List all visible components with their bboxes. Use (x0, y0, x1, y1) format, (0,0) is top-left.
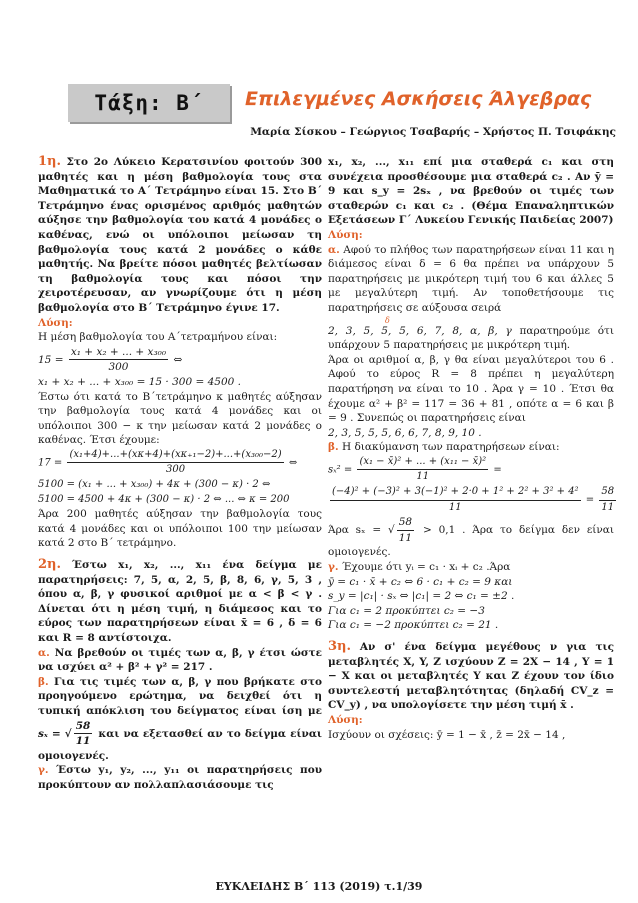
eq3-fraction (67, 448, 283, 478)
sol-b-sqrt-den: 11 (398, 531, 413, 544)
exercise-1-solution-label: Λύση: (38, 316, 73, 329)
exercise-1-s3: Άρα 200 μαθητές αύξησαν την βαθμολογία τους κατά 4 μονάδες και οι υπόλοιποι 100 την μείωσαν κατά 2 στο Β΄ τετράμηνο. (38, 508, 322, 550)
sol-a-text-2: παρατηρούμε ότι υπάρχουν 5 παρατηρήσεις με μικρότερη τιμή. (328, 324, 614, 352)
part-b-text: Για τις τιμές των α, β, γ που βρήκατε στο προηγούμενο ερώτημα, να δειχθεί ότι η τυπική απόκλιση του δείγματος είναι ίση με (38, 675, 323, 717)
exercise-2-sol-b (328, 440, 614, 455)
eq1-arrow: ⇔ (173, 353, 183, 366)
variance-result-num: 58 (599, 485, 616, 501)
exercise-1-eq3 (38, 448, 322, 478)
part-b-sx-label: sₓ = (38, 727, 61, 740)
exercise-2-part-a (38, 646, 322, 675)
class-tag (68, 84, 230, 122)
exercise-1-eq4: 5100 = (x₁ + ... + x₃₀₀) + 4κ + (300 − κ) · 2 ⇔ (38, 479, 271, 491)
part-b-sqrt-fraction (74, 719, 93, 749)
eq3-arrow: ⇔ (288, 457, 298, 469)
sol-g-eq-2: s_y = |c₁| · sₓ ⇔ |c₁| = 2 ⇔ c₁ = ±2 . (328, 590, 515, 603)
sol-g-eq-1: ȳ = c₁ · x̄ + c₂ ⇔ 6 · c₁ + c₂ = 9 και (328, 575, 513, 588)
part-a-text: Να βρεθούν οι τιμές των α, β, γ έτσι ώστε να ισχύει α² + β² + γ² = 217 . (38, 646, 323, 674)
exercise-1-eq1 (38, 345, 322, 375)
page-title: Επιλεγμένες Ασκήσεις Άλγεβρας (245, 88, 592, 110)
exercise-2-sol-a (328, 243, 614, 316)
sol-g-eq-4: Για c₁ = −2 προκύπτει c₂ = 21 . (328, 619, 499, 632)
sol-a-text: Αφού το πλήθος των παρατηρήσεων είναι 11 και η διάμεσος είναι δ = 6 θα πρέπει να υπάρχουν 5 παρατηρήσεις με μικρότερη τιμή του 6 και άλλες 5 με μεγαλύτερη τιμή. Αν τοποθετήσουμε τις παρατηρήσεις σε αύξουσα σειρά (328, 243, 614, 314)
eq3-denominator: 300 (166, 464, 186, 476)
exercise-2-part-g (38, 763, 322, 792)
variance-num-1: (x₁ − x̄)² + ... + (x₁₁ − x̄)² (357, 455, 488, 471)
sol-b-sqrt-num: 58 (397, 515, 414, 531)
variance-equals: = (493, 464, 502, 476)
eq1-fraction (69, 345, 168, 375)
exercise-2-sol-a-seq (328, 316, 614, 353)
eq1-denominator: 300 (108, 361, 129, 374)
exercise-1-text: Στο 2ο Λύκειο Κερατσινίου φοιτούν 300 μαθητές και η μέση βαθμολογία τους στα Μαθηματικά το Α΄ Τετράμηνο είναι 15. Στο Β΄ Τετράμηνο ένας ορισμένος αριθμός μαθητών αύξησε την βαθμολογία του κατά 4 μονάδες ο καθένας, ενώ οι υπόλοιποι μείωσαν τη βαθμολογία τους κατά 2 μονάδες ο κάθε μαθητής. Να βρείτε πόσοι μαθητές βελτίωσαν τη βαθμολογία τους και πόσοι την χειροτέρευσαν, αν γνωρίζουμε ότι η μέση βαθμολογία στο Β΄ Τετράμηνο έγινε 17. (38, 156, 323, 314)
variance-eq-2 (328, 485, 614, 515)
exercise-2-statement (38, 558, 322, 646)
exercise-2-part-g-cont: x₁, x₂, ..., x₁₁ επί μια σταθερά c₁ και στη συνέχεια προσθέσουμε μια σταθερά c₂ . Αν ȳ = 9 και s_y = 2sₓ , να βρεθούν οι τιμές των σταθερών c₁ και c₂ . (Θέμα Επαναληπτικών Εξετάσεων Γ΄ Λυκείου Γενικής Παιδείας 2007) (328, 156, 614, 227)
exercise-2-part-b (38, 675, 322, 764)
exercise-2-sol-a-final: 2, 3, 5, 5, 5, 6, 6, 7, 8, 9, 10 . (328, 426, 482, 439)
right-column (328, 155, 614, 742)
sol-a-label: α. (328, 243, 340, 256)
sol-g-text-1: Έχουμε ότι yᵢ = c₁ · xᵢ + c₂ .Άρα (341, 561, 511, 574)
sol-g-label: γ. (328, 561, 339, 574)
page-footer: ΕΥΚΛΕΙΔΗΣ Β΄ 113 (2019) τ.1/39 (215, 880, 423, 893)
part-g-text: Έστω y₁, y₂, ..., y₁₁ οι παρατηρήσεις που προκύπτουν αν πολλαπλασιάσουμε τις (38, 764, 322, 791)
exercise-1-eq5: 5100 = 4500 + 4κ + (300 − κ) · 2 ⇔ ... ⇔ κ = 200 (38, 493, 290, 505)
sol-b-sqrt (397, 515, 414, 545)
exercise-1-eq2: x₁ + x₂ + ... + x₃₀₀ = 15 · 300 = 4500 . (38, 375, 242, 388)
variance-den-1: 11 (416, 471, 430, 483)
exercise-1-s2: Έστω ότι κατά το Β΄τετράμηνο κ μαθητές αύξησαν την βαθμολογία τους κατά 4 μονάδες και οι υπόλοιποι 300 − κ την μείωσαν κατά 2 μονάδες ο καθένας. Έτσι έχουμε: (38, 390, 322, 447)
part-g-label: γ. (38, 764, 49, 777)
sol-g-eq-3: Για c₁ = 2 προκύπτει c₂ = −3 (328, 604, 485, 617)
exercise-2-sol-a-3: Άρα οι αριθμοί α, β, γ θα είναι μεγαλύτεροι του 6 . Αφού το εύρος R = 8 πρέπει η μεγαλύτερη παρατήρηση να είναι το 10 . Άρα γ = 10 . Έτσι θα έχουμε α² + β² = 117 = 36 + 81 , οπότε α = 6 και β = 9 . Συνεπώς οι παρατηρήσεις είναι (328, 353, 614, 425)
exercise-3-number: 3η. (328, 639, 352, 654)
exercise-1-statement (38, 155, 322, 316)
part-a-label: α. (38, 646, 50, 659)
exercise-2-sol-g (328, 560, 614, 575)
variance-fraction-2 (330, 485, 581, 515)
sol-b-text-2: > 0,1 . Άρα το δείγμα δεν είναι ομοιογενές. (328, 524, 614, 559)
exercise-2-text: Έστω x₁, x₂, ..., x₁₁ ένα δείγμα με παρατηρήσεις: 7, 5, α, 2, 5, β, 8, 6, γ, 5, 3 , όπου α, β, γ φυσικοί αριθμοί με α < β < γ . Δίνεται ότι η μέση τιμή, η διάμεσος και το εύρος των παρατηρήσεων είναι x̄ = 6 , δ = 6 και R = 8 αντίστοιχα. (38, 559, 322, 644)
variance-num-2: (−4)² + (−3)² + 3(−1)² + 2·0 + 1² + 2² + 3² + 4² (330, 485, 581, 501)
variance-equals-2: = (585, 494, 595, 506)
exercise-3-s1: Ισχύουν οι σχέσεις: ȳ = 1 − x̄ , z̄ = 2x̄ − 14 , (328, 728, 566, 741)
exercise-2-number: 2η. (38, 557, 62, 573)
exercise-3-text: Αν σ' ένα δείγμα μεγέθους ν για τις μεταβλητές X, Y, Z ισχύουν Z = 2X − 14 , Y = 1 − X και οι μεταβλητές Y και Z έχουν τον ίδιο συντελεστή μεταβλητότητας (δηλαδή CV_z = CV_y) , να υπολογίσετε την μέση τιμή x̄ . (328, 641, 614, 712)
part-b-text-2: και να εξετασθεί αν το δείγμα είναι ομοιογενές. (38, 727, 322, 762)
sol-b-sx-label: Άρα sₓ = (328, 524, 382, 537)
variance-result (599, 485, 616, 515)
exercise-2-solution-label: Λύση: (328, 228, 363, 241)
variance-den-2: 11 (448, 501, 462, 513)
variance-fraction-1 (357, 455, 488, 485)
eq1-numerator: x₁ + x₂ + ... + x₃₀₀ (69, 345, 168, 361)
median-marker: δ (385, 315, 390, 325)
variance-eq-1 (328, 455, 614, 485)
eq3-lhs: 17 = (38, 457, 63, 469)
variance-result-den: 11 (601, 501, 615, 513)
exercise-3-statement (328, 640, 614, 713)
variance-lhs: sₓ² = (328, 464, 353, 476)
ordered-sequence: 2, 3, 5, 5, 5, 6, 7, 8, α, β, γ (328, 324, 512, 337)
exercise-1-number: 1η. (38, 154, 62, 169)
sol-b-text: Η διακύμανση των παρατηρήσεων είναι: (341, 441, 560, 454)
left-column (38, 155, 322, 793)
authors-line: Μαρία Σίσκου – Γεώργιος Τσαβαρής – Χρήστος Π. Τσιφάκης (250, 126, 616, 138)
eq3-numerator: (x₁+4)+...+(xκ+4)+(xκ₊₁−2)+...+(x₃₀₀−2) (67, 448, 283, 464)
exercise-3-solution-label: Λύση: (328, 713, 363, 726)
exercise-2-sol-b-2: Άρα sₓ = √ $\frac{58}{11}$ > 0,1 . Άρα το δείγμα δεν είναι ομοιογενές. (328, 516, 614, 559)
part-b-sx: sₓ = √ $\frac{58}{11}$ (38, 719, 91, 748)
class-tag-label: Τάξη: Β΄ (94, 91, 204, 115)
sol-b-label: β. (328, 441, 339, 454)
part-b-label: β. (38, 675, 49, 688)
eq1-lhs: 15 = (38, 353, 64, 366)
part-b-sqrt-num: 58 (74, 719, 93, 735)
exercise-1-s1: Η μέση βαθμολογία του Α΄τετραμήνου είναι: (38, 331, 278, 344)
part-b-sqrt-den: 11 (75, 735, 91, 748)
